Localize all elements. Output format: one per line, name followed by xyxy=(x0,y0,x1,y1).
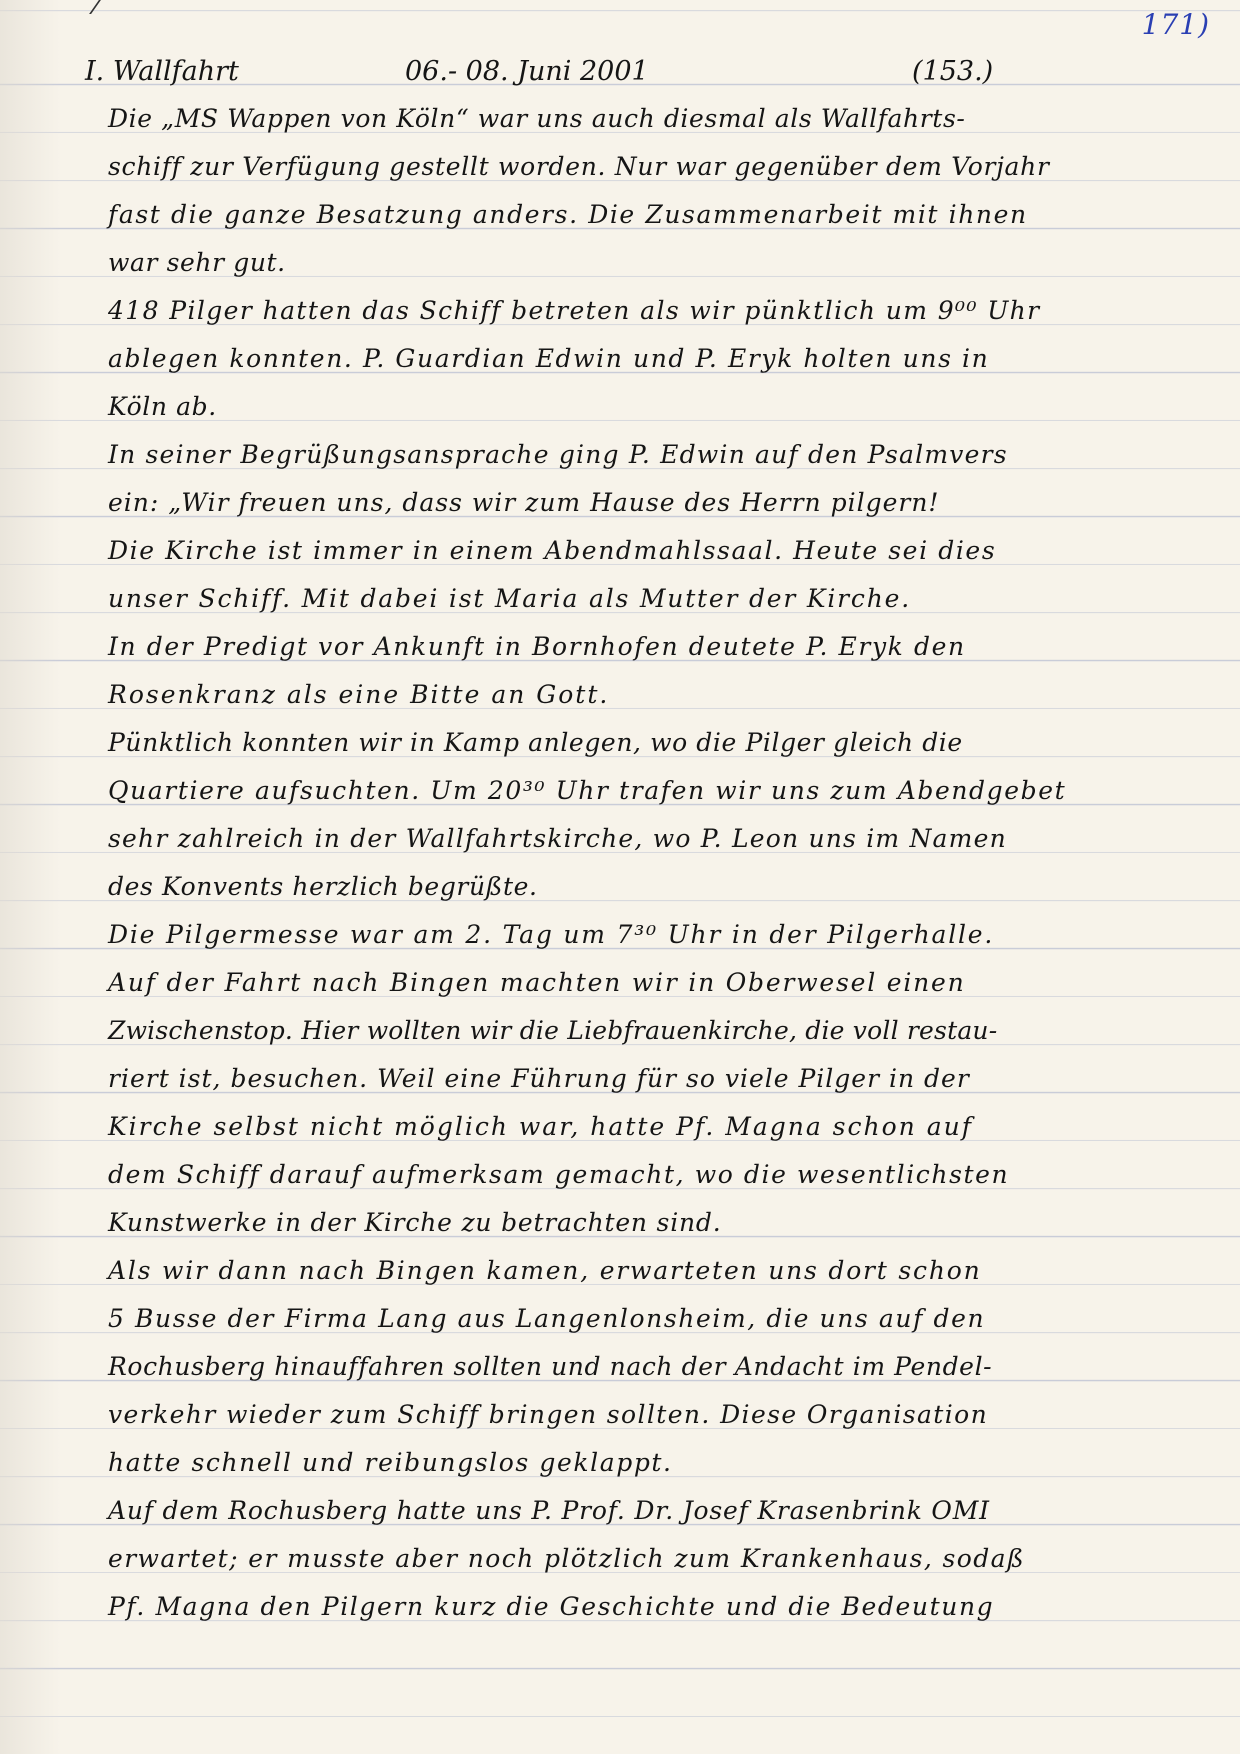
entry-number: (153.) xyxy=(912,56,994,87)
text-line: Köln ab. xyxy=(108,392,217,421)
text-line: Als wir dann nach Bingen kamen, erwarteten uns dort schon xyxy=(108,1256,982,1285)
text-line: Kirche selbst nicht möglich war, hatte Pf. Magna schon auf xyxy=(108,1112,973,1141)
text-line: In der Predigt vor Ankunft in Bornhofen deutete P. Eryk den xyxy=(108,632,966,661)
text-line: Die Pilgermesse war am 2. Tag um 7³⁰ Uhr in der Pilgerhalle. xyxy=(108,920,995,949)
text-line: Rochusberg hinauffahren sollten und nach der Andacht im Pendel- xyxy=(108,1352,993,1381)
text-line: fast die ganze Besatzung anders. Die Zusammenarbeit mit ihnen xyxy=(108,200,1028,229)
text-line: Kunstwerke in der Kirche zu betrachten sind. xyxy=(108,1208,722,1237)
text-line: Rosenkranz als eine Bitte an Gott. xyxy=(108,680,610,709)
text-line: Zwischenstop. Hier wollten wir die Liebfrauenkirche, die voll restau- xyxy=(108,1016,998,1045)
text-line: Auf der Fahrt nach Bingen machten wir in Oberwesel einen xyxy=(108,968,966,997)
entry-title: I. Wallfahrt xyxy=(85,56,239,87)
text-line: Auf dem Rochusberg hatte uns P. Prof. Dr. Josef Krasenbrink OMI xyxy=(108,1496,990,1525)
text-line: hatte schnell und reibungslos geklappt. xyxy=(108,1448,673,1477)
text-line: des Konvents herzlich begrüßte. xyxy=(108,872,538,901)
text-line: In seiner Begrüßungsansprache ging P. Edwin auf den Psalmvers xyxy=(108,440,1008,469)
text-line: schiff zur Verfügung gestellt worden. Nur war gegenüber dem Vorjahr xyxy=(108,152,1050,181)
text-line: war sehr gut. xyxy=(108,248,286,277)
text-line: erwartet; er musste aber noch plötzlich zum Krankenhaus, sodaß xyxy=(108,1544,1026,1573)
text-line: riert ist, besuchen. Weil eine Führung für so viele Pilger in der xyxy=(108,1064,970,1093)
text-line: dem Schiff darauf aufmerksam gemacht, wo die wesentlichsten xyxy=(108,1160,1010,1189)
text-line: Die Kirche ist immer in einem Abendmahlssaal. Heute sei dies xyxy=(108,536,997,565)
corner-mark xyxy=(89,0,109,14)
entry-header xyxy=(0,56,1240,96)
text-line: sehr zahlreich in der Wallfahrtskirche, wo P. Leon uns im Namen xyxy=(108,824,1007,853)
page-number: 171) xyxy=(1141,8,1210,41)
text-line: verkehr wieder zum Schiff bringen sollten. Diese Organisation xyxy=(108,1400,989,1429)
entry-date: 06.- 08. Juni 2001 xyxy=(405,56,649,87)
text-line: ablegen konnten. P. Guardian Edwin und P. Eryk holten uns in xyxy=(108,344,990,373)
text-line: Pf. Magna den Pilgern kurz die Geschichte und die Bedeutung xyxy=(108,1592,995,1621)
text-line: Pünktlich konnten wir in Kamp anlegen, wo die Pilger gleich die xyxy=(108,728,963,757)
text-line: Quartiere aufsuchten. Um 20³⁰ Uhr trafen wir uns zum Abendgebet xyxy=(108,776,1067,805)
text-line: ein: „Wir freuen uns, dass wir zum Hause des Herrn pilgern! xyxy=(108,488,940,517)
text-line: Die „MS Wappen von Köln“ war uns auch diesmal als Wallfahrts- xyxy=(108,104,966,133)
text-line: 418 Pilger hatten das Schiff betreten als wir pünktlich um 9⁰⁰ Uhr xyxy=(108,296,1041,325)
text-line: 5 Busse der Firma Lang aus Langenlonsheim, die uns auf den xyxy=(108,1304,986,1333)
text-line: unser Schiff. Mit dabei ist Maria als Mutter der Kirche. xyxy=(108,584,911,613)
